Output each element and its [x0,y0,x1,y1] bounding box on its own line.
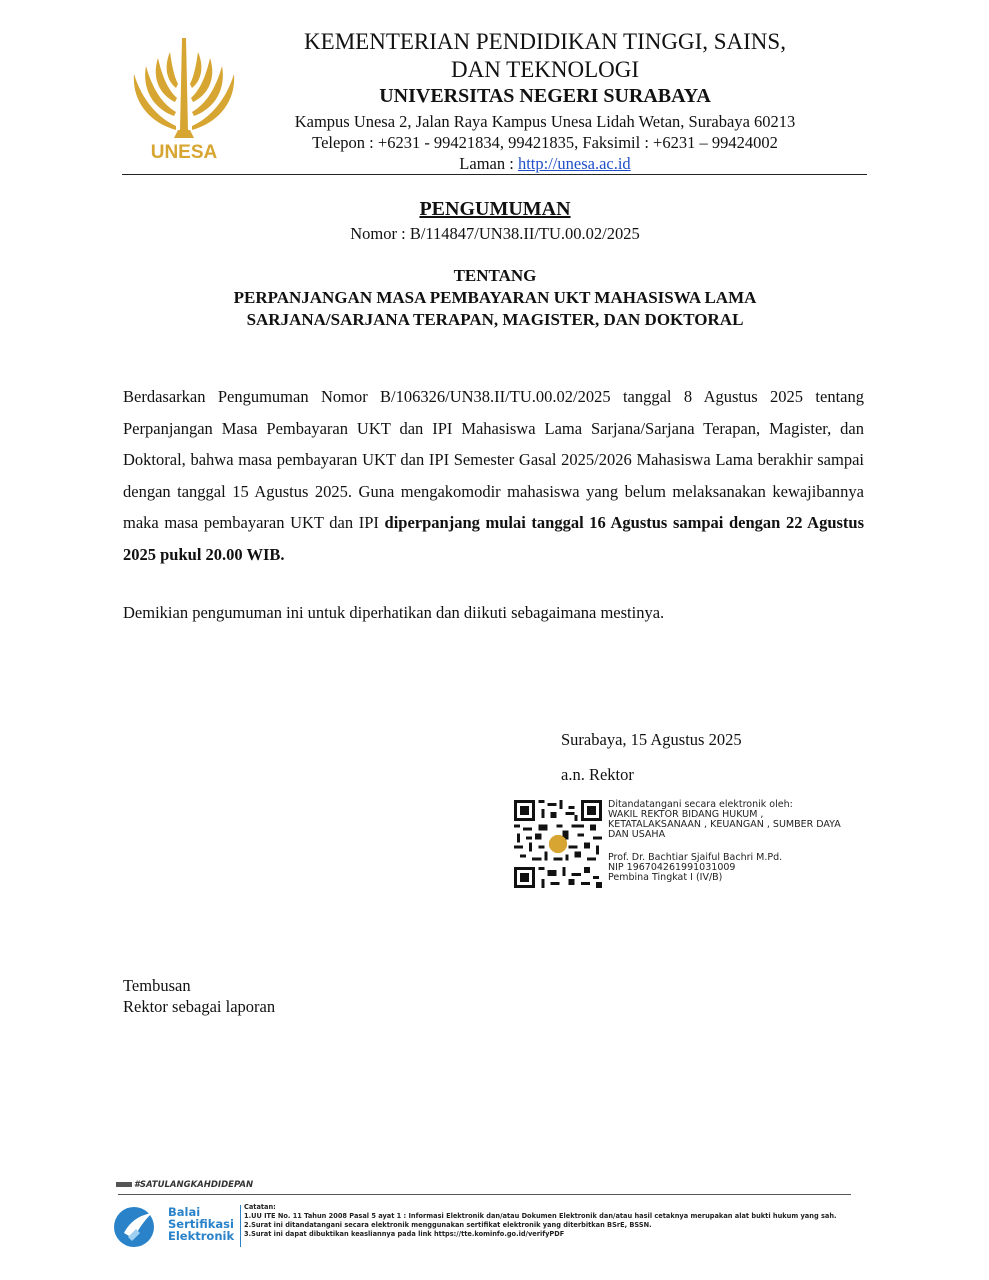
note-2: 2.Surat ini ditandatangani secara elektronik menggunakan sertifikat elektronik yang diterbitkan BSrE, BSSN. [244,1221,652,1229]
unesa-logo [118,30,250,165]
esign-label: Ditandatangani secara elektronik oleh: [608,799,793,810]
bse-line-2: Sertifikasi [168,1217,234,1231]
hashtag-text: #SATULANGKAHDIDEPAN [134,1180,254,1190]
footer-divider [118,1194,851,1195]
signer-rank: Pembina Tingkat I (IV/B) [608,872,723,883]
hashtag-bar-icon [116,1182,132,1187]
signature-qr-code [514,800,602,888]
bse-wordmark [168,1206,234,1242]
ministry-name [240,28,850,84]
cc-title: Tembusan [123,976,191,995]
header-divider [122,174,867,175]
signer-nip: NIP 196704261991031009 [608,862,736,873]
body-text: Berdasarkan Pengumuman Nomor B/106326/UN38.II/TU.00.02/2025 tanggal 8 Agustus 2025 tentang Perpanjangan Masa Pembayaran UKT dan IPI Mahasiswa Lama Sarjana/Sarjana Terapan, Magister, dan Doktoral, bahwa masa pembayaran UKT dan IPI Semester Gasal 2025/2026 Mahasiswa Lama berakhir sampai dengan tanggal 15 Agustus 2025. Guna mengakomodir mahasiswa yang belum melaksanakan kewajibannya maka masa pembayaran UKT dan IPI [123,387,864,532]
ministry-line-1: KEMENTERIAN PENDIDIKAN TINGGI, SAINS, [304,29,786,54]
logo-wordmark: UNESA [150,142,218,163]
signer-name: Prof. Dr. Bachtiar Sjaiful Bachri M.Pd. [608,852,783,863]
bse-divider [240,1205,241,1247]
subject-line-1: PERPANJANGAN MASA PEMBAYARAN UKT MAHASISWA LAMA [233,288,757,307]
website-line [240,153,850,174]
closing-sentence: Demikian pengumuman ini untuk diperhatikan dan diikuti sebagaimana mestinya. [123,603,665,622]
website-label: Laman : [459,154,518,173]
notes-title: Catatan: [244,1203,276,1211]
ministry-line-2: DAN TEKNOLOGI [450,57,640,82]
note-3: 3.Surat ini dapat dibuktikan keasliannya pada link https://tte.kominfo.go.id/verifyPDF [244,1230,565,1238]
cc-item: Rektor sebagai laporan [123,997,276,1016]
subject-label: TENTANG [453,266,537,285]
website-link[interactable]: http://unesa.ac.id [517,154,631,173]
signature-on-behalf: a.n. Rektor [561,765,634,784]
university-name: UNIVERSITAS NEGERI SURABAYA [379,85,711,107]
signer-position: WAKIL REKTOR BIDANG HUKUM , KETATALAKSANAAN , KEUANGAN , SUMBER DAYA DAN USAHA [608,809,841,840]
subject-line-2: SARJANA/SARJANA TERAPAN, MAGISTER, DAN DOKTORAL [246,310,744,329]
bse-line-3: Elektronik [168,1229,235,1243]
qr-center-logo-icon [549,835,567,853]
phone-line: Telepon : +6231 - 99421834, 99421835, Faksimil : +6231 – 99424002 [312,133,778,152]
footer-hashtag [116,1180,253,1190]
body-emphasis: diperpanjang mulai tanggal 16 Agustus sampai dengan 22 Agustus 2025 pukul 20.00 WIB. [123,513,865,564]
address-line: Kampus Unesa 2, Jalan Raya Kampus Unesa Lidah Wetan, Surabaya 60213 [294,112,796,131]
note-1: 1.UU ITE No. 11 Tahun 2008 Pasal 5 ayat 1 : Informasi Elektronik dan/atau Dokumen Elektronik dan/atau hasil cetaknya merupakan alat bukti hukum yang sah. [244,1212,837,1220]
announcement-body [123,381,864,570]
bse-logo-icon [112,1203,162,1249]
signature-place-date: Surabaya, 15 Agustus 2025 [561,730,742,749]
bse-line-1: Balai [168,1205,201,1219]
document-title: PENGUMUMAN [419,198,571,220]
document-number: Nomor : B/114847/UN38.II/TU.00.02/2025 [350,224,640,243]
